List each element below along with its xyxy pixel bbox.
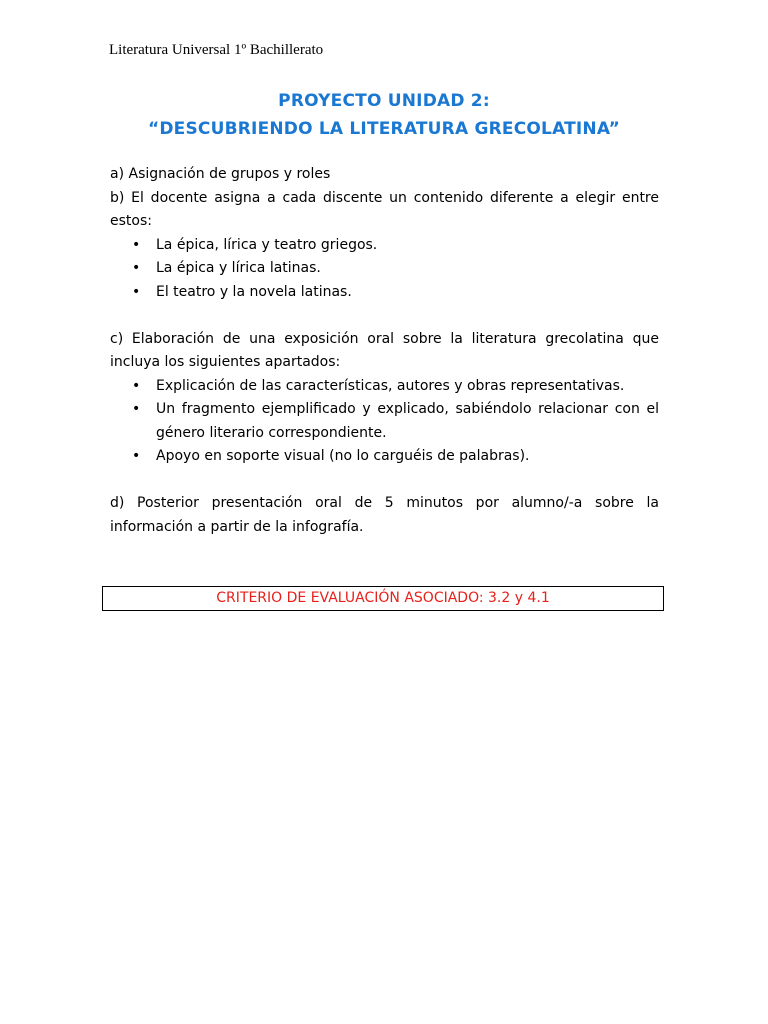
document-body <box>110 163 659 539</box>
section-b-list <box>110 234 659 305</box>
list-item: • La épica, lírica y teatro griegos. <box>156 234 659 258</box>
section-d: d) Posterior presentación oral de 5 minutos por alumno/-a sobre la información a partir de la infografía. <box>110 495 659 535</box>
section-c-list <box>110 375 659 469</box>
evaluation-criteria-box: CRITERIO DE EVALUACIÓN ASOCIADO: 3.2 y 4.1 <box>102 586 664 611</box>
list-item: • Un fragmento ejemplificado y explicado, sabiéndolo relacionar con el género literario correspondiente. <box>156 398 659 445</box>
title-block <box>100 87 668 143</box>
paragraph-spacer <box>110 469 659 493</box>
project-subtitle: “DESCUBRIENDO LA LITERATURA GRECOLATINA” <box>147 119 621 139</box>
list-item: • Explicación de las características, autores y obras representativas. <box>156 375 659 399</box>
list-item: • La épica y lírica latinas. <box>156 257 659 281</box>
project-title: PROYECTO UNIDAD 2: <box>278 91 490 111</box>
section-c-text: c) Elaboración de una exposición oral sobre la literatura grecolatina que incluya los siguientes apartados: <box>110 330 659 370</box>
section-a: a) Asignación de grupos y roles <box>110 166 331 182</box>
list-item: • El teatro y la novela latinas. <box>156 281 659 305</box>
list-item: • Apoyo en soporte visual (no lo carguéis de palabras). <box>156 445 659 469</box>
section-b-text: b) El docente asigna a cada discente un contenido diferente a elegir entre estos: <box>110 189 659 229</box>
page-header: Literatura Universal 1º Bachillerato <box>109 42 324 58</box>
paragraph-spacer <box>110 304 659 328</box>
